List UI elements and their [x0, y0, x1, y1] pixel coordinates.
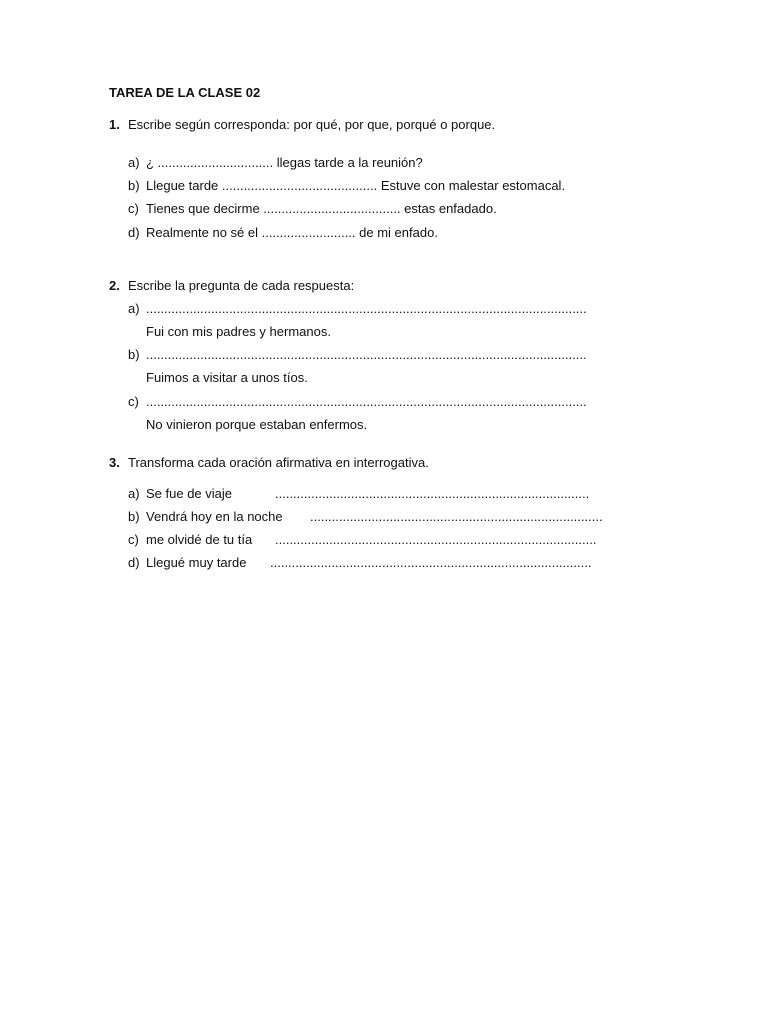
q3-item-d-label: d)	[128, 555, 140, 570]
q2-item-b-answer-line: ..........................................................................................................................	[146, 347, 587, 362]
q3-item-d-text: Llegué muy tarde	[146, 555, 247, 570]
q1-item-b-label: b)	[128, 178, 140, 193]
q3-item-c-answer-line: .........................................................................................	[275, 532, 597, 547]
q2-number: 2.	[109, 278, 120, 293]
page-title: TAREA DE LA CLASE 02	[109, 85, 261, 100]
q2-item-a-response: Fui con mis padres y hermanos.	[146, 324, 331, 339]
q1-item-a-label: a)	[128, 155, 140, 170]
q1-number: 1.	[109, 117, 120, 132]
q1-item-c-label: c)	[128, 201, 139, 216]
q1-item-a-text: ¿ ................................ llegas tarde a la reunión?	[146, 155, 423, 170]
q2-item-c-answer-line: ..........................................................................................................................	[146, 394, 587, 409]
q3-prompt: Transforma cada oración afirmativa en interrogativa.	[128, 455, 429, 470]
q1-prompt: Escribe según corresponda: por qué, por que, porqué o porque.	[128, 117, 496, 132]
q3-item-a-answer-line: .......................................................................................	[275, 486, 590, 501]
q3-item-b-text: Vendrá hoy en la noche	[146, 509, 283, 524]
q2-item-b-label: b)	[128, 347, 140, 362]
q1-item-d-text: Realmente no sé el .......................... de mi enfado.	[146, 225, 438, 240]
q3-item-c-text: me olvidé de tu tía	[146, 532, 253, 547]
q2-item-c-response: No vinieron porque estaban enfermos.	[146, 417, 368, 432]
q1-item-d-label: d)	[128, 225, 140, 240]
q2-item-a-answer-line: ..........................................................................................................................	[146, 301, 587, 316]
q3-item-b-label: b)	[128, 509, 140, 524]
q3-item-c-label: c)	[128, 532, 139, 547]
q3-number: 3.	[109, 455, 120, 470]
q2-prompt: Escribe la pregunta de cada respuesta:	[128, 278, 355, 293]
q2-item-a-label: a)	[128, 301, 140, 316]
q2-item-b-response: Fuimos a visitar a unos tíos.	[146, 370, 308, 385]
q3-item-a-label: a)	[128, 486, 140, 501]
q1-item-c-text: Tienes que decirme ...................................... estas enfadado.	[146, 201, 497, 216]
q1-item-b-text: Llegue tarde ........................................... Estuve con malestar estomacal.	[146, 178, 566, 193]
q2-item-c-label: c)	[128, 394, 139, 409]
q3-item-b-answer-line: .................................................................................	[310, 509, 603, 524]
q3-item-a-text: Se fue de viaje	[146, 486, 233, 501]
q3-item-d-answer-line: .........................................................................................	[270, 555, 592, 570]
